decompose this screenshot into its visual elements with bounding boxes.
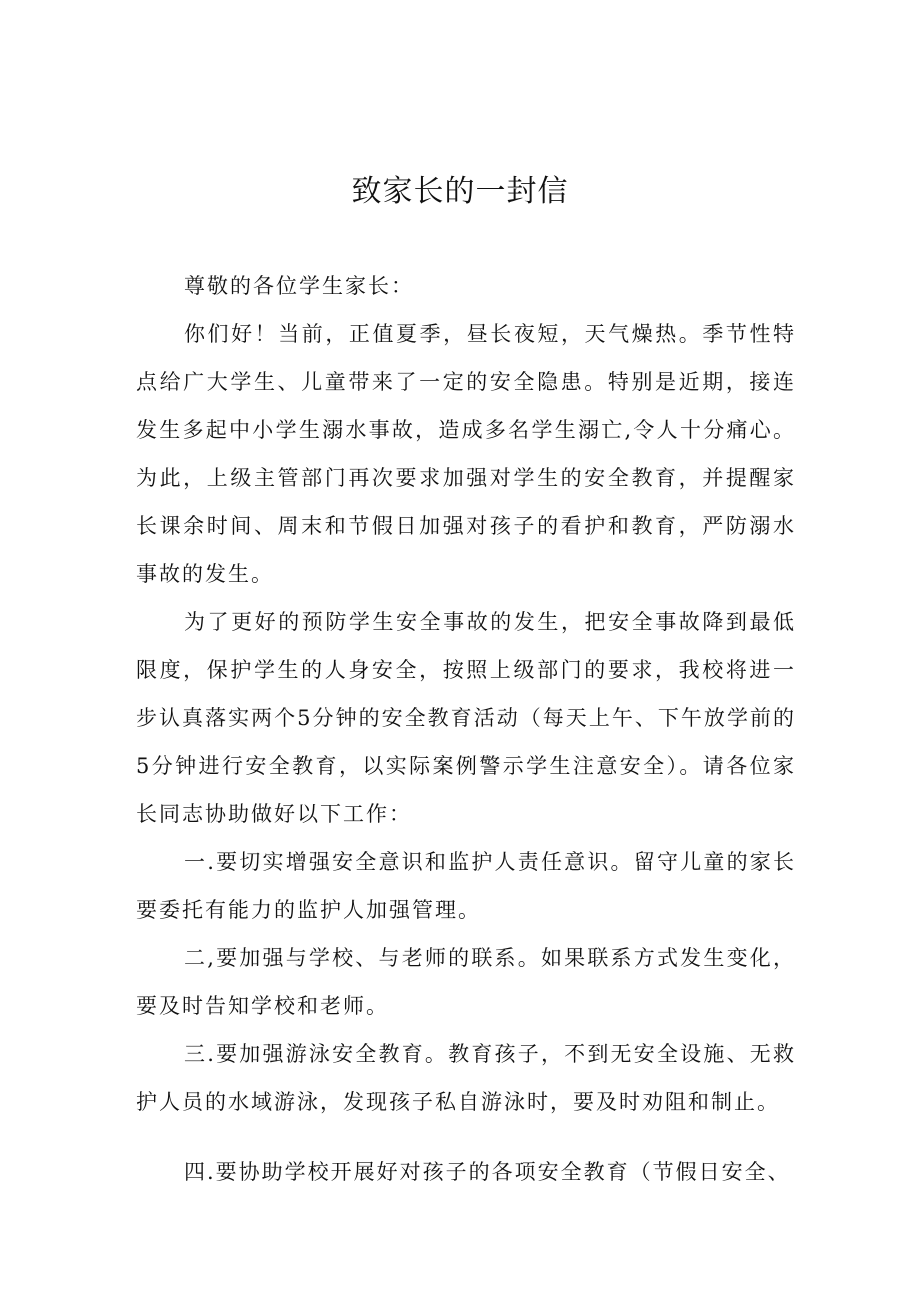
- list-item-1: 一.要切实增强安全意识和监护人责任意识。留守儿童的家长要委托有能力的监护人加强管理。: [136, 850, 796, 922]
- list-item-4: 四.要协助学校开展好对孩子的各项安全教育（节假日安全、: [184, 1160, 791, 1184]
- list-item-3: 三.要加强游泳安全教育。教育孩子，不到无安全设施、无救护人员的水域游泳，发现孩子私自游泳时，要及时劝阻和制止。: [136, 1042, 796, 1114]
- list-item-2: 二,要加强与学校、与老师的联系。如果联系方式发生变化，要及时告知学校和老师。: [136, 946, 796, 1018]
- letter-title: 致家长的一封信: [351, 174, 569, 209]
- paragraph-intro: 你们好！当前，正值夏季，昼长夜短，天气燥热。季节性特点给广大学生、儿童带来了一定的安全隐患。特别是近期，接连发生多起中小学生溺水事故，造成多名学生溺亡,令人十分痛心。为此，上级主管部门再次要求加强对学生的安全教育，并提醒家长课余时间、周末和节假日加强对孩子的看护和教育，严防溺水事故的发生。: [136, 322, 796, 586]
- paragraph-request: 为了更好的预防学生安全事故的发生，把安全事故降到最低限度，保护学生的人身安全，按照上级部门的要求，我校将进一步认真落实两个5分钟的安全教育活动（每天上午、下午放学前的5分钟进行安全教育，以实际案例警示学生注意安全）。请各位家长同志协助做好以下工作：: [136, 610, 796, 826]
- letter-greeting: 尊敬的各位学生家长：: [184, 274, 414, 298]
